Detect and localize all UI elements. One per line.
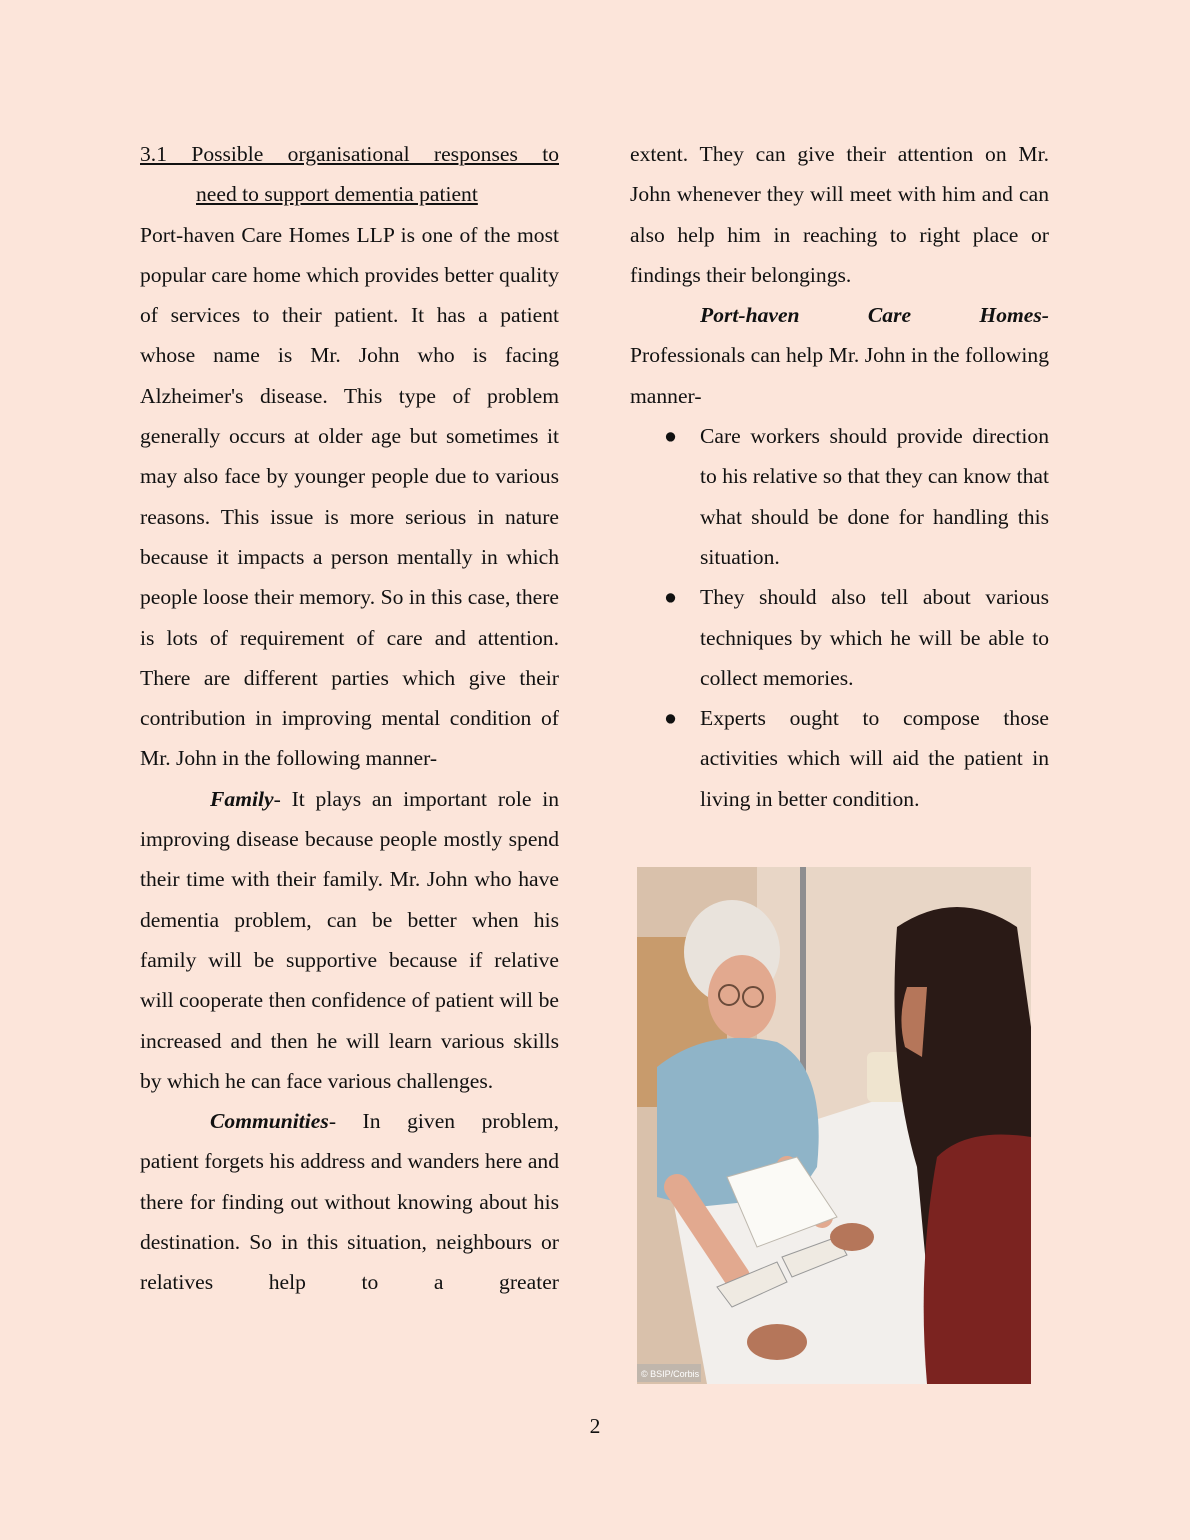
photo-red-top xyxy=(924,1135,1031,1385)
intro-paragraph: Port-haven Care Homes LLP is one of the most popular care home which provides better quality of services to their patient. It has a patient whose name is Mr. John who is facing Alzheimer's disease. This type of problem generally occurs at older age but sometimes it may also face by younger people due to various reasons. This issue is more serious in nature because it impacts a person mentally in which people loose their memory. So in this case, there is lots of requirement of care and attention. There are different parties which give their contribution in improving mental condition of Mr. John in the following manner- xyxy=(140,222,559,771)
section-heading xyxy=(140,134,559,215)
bullet-text: Care workers should provide direction to his relative so that they can know that what should be done for handling this situation. xyxy=(700,424,1050,569)
right-column xyxy=(630,134,1049,819)
watermark-text: © BSIP/Corbis xyxy=(641,1369,700,1379)
communities-text: - In given problem, patient forgets his address and wanders here and there for finding out without knowing about his destination. So in this situation, neighbours or relatives help to a greater xyxy=(140,1109,559,1295)
bullet-icon: ● xyxy=(664,585,678,610)
family-paragraph xyxy=(140,779,559,1101)
list-item xyxy=(630,416,1049,577)
continuation-paragraph: extent. They can give their attention on Mr. John whenever they will meet with him and can also help him in reaching to right place or findings their belongings. xyxy=(630,142,1049,287)
list-item xyxy=(630,577,1049,698)
section-heading-line1: 3.1 Possible organisational responses to xyxy=(140,142,559,166)
family-term: Family xyxy=(210,786,274,811)
porthaven-dash: - xyxy=(1041,303,1049,328)
photo-hand xyxy=(830,1223,874,1251)
left-column xyxy=(140,134,559,1303)
bullet-text: Experts ought to compose those activities which will aid the patient in living in better condition. xyxy=(700,706,1049,811)
porthaven-heading-line xyxy=(630,295,1049,335)
porthaven-paragraph xyxy=(630,295,1049,416)
communities-term: Communities xyxy=(210,1109,329,1134)
bullet-icon: ● xyxy=(664,706,678,731)
porthaven-term: Port-haven Care Homes xyxy=(700,303,1042,328)
photo-pole xyxy=(800,867,806,1097)
page-number: 2 xyxy=(589,1414,601,1438)
list-item xyxy=(630,698,1049,819)
bullet-icon: ● xyxy=(664,424,678,449)
porthaven-text: Professionals can help Mr. John in the following manner- xyxy=(630,343,1049,408)
bullet-text: They should also tell about various techniques by which he will be able to collect memories. xyxy=(700,585,1049,690)
photo-hand-lower xyxy=(747,1324,807,1360)
section-heading-line2: need to support dementia patient xyxy=(196,182,478,207)
family-text: - It plays an important role in improving disease because people mostly spend their time with their family. Mr. John who have dementia problem, can be better when his family will be supportive because if relative will cooperate then confidence of patient will be increased and then he will learn various skills by which he can face various challenges. xyxy=(140,786,559,1093)
bullet-list xyxy=(630,416,1049,819)
communities-paragraph xyxy=(140,1101,559,1302)
care-photo xyxy=(637,867,1031,1384)
